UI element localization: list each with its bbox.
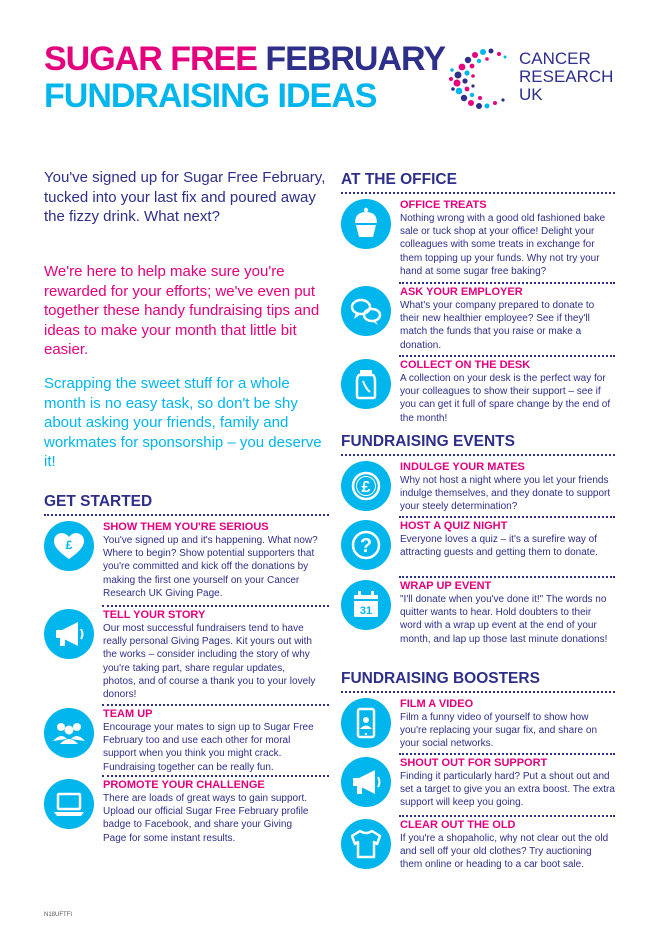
- section-divider: [341, 192, 615, 194]
- svg-text:£: £: [361, 479, 371, 496]
- megaphone-icon: [44, 609, 94, 659]
- section-divider: [44, 514, 329, 516]
- item-body: There are loads of great ways to gain support. Upload our official Sugar Free February profile badge to Facebook, and share your Giving Page for some instant results.: [103, 793, 309, 844]
- footer-code: N18UFTFI: [44, 912, 73, 918]
- item-body: Encourage your mates to sign up to Sugar Free February too and use each other for moral support when you think you might crack. Fundraising together can be really fun.: [103, 722, 314, 773]
- intro-paragraph-3: Scrapping the sweet stuff for a whole month is no easy task, so don't be shy about asking your friends, family and workmates for sponsorship – you deserve it!: [44, 375, 322, 470]
- item-body: You've signed up and it's happening. What now? Where to begin? Show potential supporters that you're committed and kick off the donations by making the first one yourself on your Cancer Research UK Giving Page.: [103, 535, 318, 599]
- logo-line-cancer: CANCER: [519, 49, 591, 68]
- item-divider: [399, 355, 615, 357]
- item-body: If you're a shopaholic, why not clear out the old and sell off your old clothes? Try auctioning them online or heading to a car boot sale.: [400, 833, 609, 871]
- title-fundraising-ideas: FUNDRAISING IDEAS: [44, 77, 377, 115]
- logo-wordmark: [519, 50, 613, 104]
- item-title: TEAM UP: [103, 708, 153, 720]
- item-title: COLLECT ON THE DESK: [400, 359, 531, 371]
- item-title: TELL YOUR STORY: [103, 609, 206, 621]
- question-mark-icon: [341, 520, 391, 570]
- heart-pound-icon: [44, 521, 94, 571]
- item-title: SHOW THEM YOU'RE SERIOUS: [103, 521, 269, 533]
- item-title: CLEAR OUT THE OLD: [400, 819, 516, 831]
- item-body: "I'll donate when you've done it!" The words no quitter wants to hear. Hold doubters to their word with a wrap up event at the end of your month, and lap up those last minute donations!: [400, 594, 608, 645]
- item-divider: [102, 775, 329, 777]
- section-heading-at-the-office: AT THE OFFICE: [341, 171, 457, 188]
- cupcake-icon: [341, 199, 391, 249]
- intro-paragraph-1: You've signed up for Sugar Free February, tucked into your last fix and poured away the fizzy drink. What next?: [44, 169, 326, 225]
- pound-coin-icon: [341, 461, 391, 511]
- svg-text:£: £: [65, 538, 73, 552]
- item-body: Finding it particularly hard? Put a shout out and set a target to give you an extra boost. The extra support will keep you going.: [400, 771, 615, 809]
- item-title: FILM A VIDEO: [400, 698, 474, 710]
- speech-bubbles-icon: [341, 286, 391, 336]
- calendar-day-number: 31: [359, 605, 373, 617]
- jumper-icon: [341, 819, 391, 869]
- intro-paragraph-2: We're here to help make sure you're rewarded for your efforts; we've even put together these handy fundraising tips and ideas to make your month that little bit easier.: [44, 263, 320, 358]
- logo-line-uk: UK: [519, 85, 543, 104]
- item-title: OFFICE TREATS: [400, 199, 487, 211]
- item-divider: [399, 576, 615, 578]
- svg-text:?: ?: [359, 535, 373, 557]
- group-icon: [44, 708, 94, 758]
- item-title: SHOUT OUT FOR SUPPORT: [400, 757, 548, 769]
- section-divider: [341, 454, 615, 456]
- item-divider: [399, 815, 615, 817]
- title-sugar-free: SUGAR FREE: [44, 40, 257, 78]
- item-body: Why not host a night where you let your friends indulge themselves, and they donate to support your steely determination?: [400, 475, 611, 513]
- item-body: Everyone loves a quiz – it's a surefire way of attracting guests and getting them to donate.: [400, 534, 598, 559]
- item-title: PROMOTE YOUR CHALLENGE: [103, 779, 265, 791]
- section-heading-fundraising-events: FUNDRAISING EVENTS: [341, 433, 515, 450]
- section-divider: [341, 691, 615, 693]
- item-title: ASK YOUR EMPLOYER: [400, 286, 523, 298]
- item-divider: [399, 282, 615, 284]
- item-divider: [102, 605, 329, 607]
- section-heading-fundraising-boosters: FUNDRAISING BOOSTERS: [341, 670, 540, 687]
- item-title: HOST A QUIZ NIGHT: [400, 520, 508, 532]
- item-body: A collection on your desk is the perfect way for your colleagues to show their support – see if you can get it full of spare change by the end of the month!: [400, 373, 611, 424]
- item-body: Our most successful fundraisers tend to have really personal Giving Pages. Kit yours out with the works – consider including the story of why you're taking part, share regular updates, photos, and of course a thank you to your lovely donors!: [103, 623, 316, 701]
- cruk-dots-logo-icon: [443, 44, 515, 114]
- item-body: Film a funny video of yourself to show how you're replacing your sugar fix, and share on your social networks.: [400, 712, 598, 750]
- item-divider: [399, 753, 615, 755]
- cancer-research-uk-logo: [443, 44, 613, 114]
- collection-jar-icon: [341, 359, 391, 409]
- item-title: INDULGE YOUR MATES: [400, 461, 525, 473]
- megaphone-icon: [341, 757, 391, 807]
- phone-video-icon: [341, 698, 391, 748]
- item-divider: [399, 516, 615, 518]
- logo-line-research: RESEARCH: [519, 67, 614, 86]
- item-divider: [102, 704, 329, 706]
- calendar-icon: [341, 580, 391, 630]
- section-heading-get-started: GET STARTED: [44, 493, 153, 510]
- title-february: FEBRUARY: [265, 40, 446, 78]
- item-title: WRAP UP EVENT: [400, 580, 492, 592]
- item-body: What's your company prepared to donate to their new healthier employee? See if they'll match the funds that you raise or make a donation.: [400, 300, 595, 351]
- item-body: Nothing wrong with a good old fashioned bake sale or tuck shop at your office! Delight your colleagues with some treats in exchange for them topping up your funds. Why not try your hand at some sugar free baking?: [400, 213, 606, 277]
- laptop-icon: [44, 779, 94, 829]
- page-title: [44, 42, 445, 113]
